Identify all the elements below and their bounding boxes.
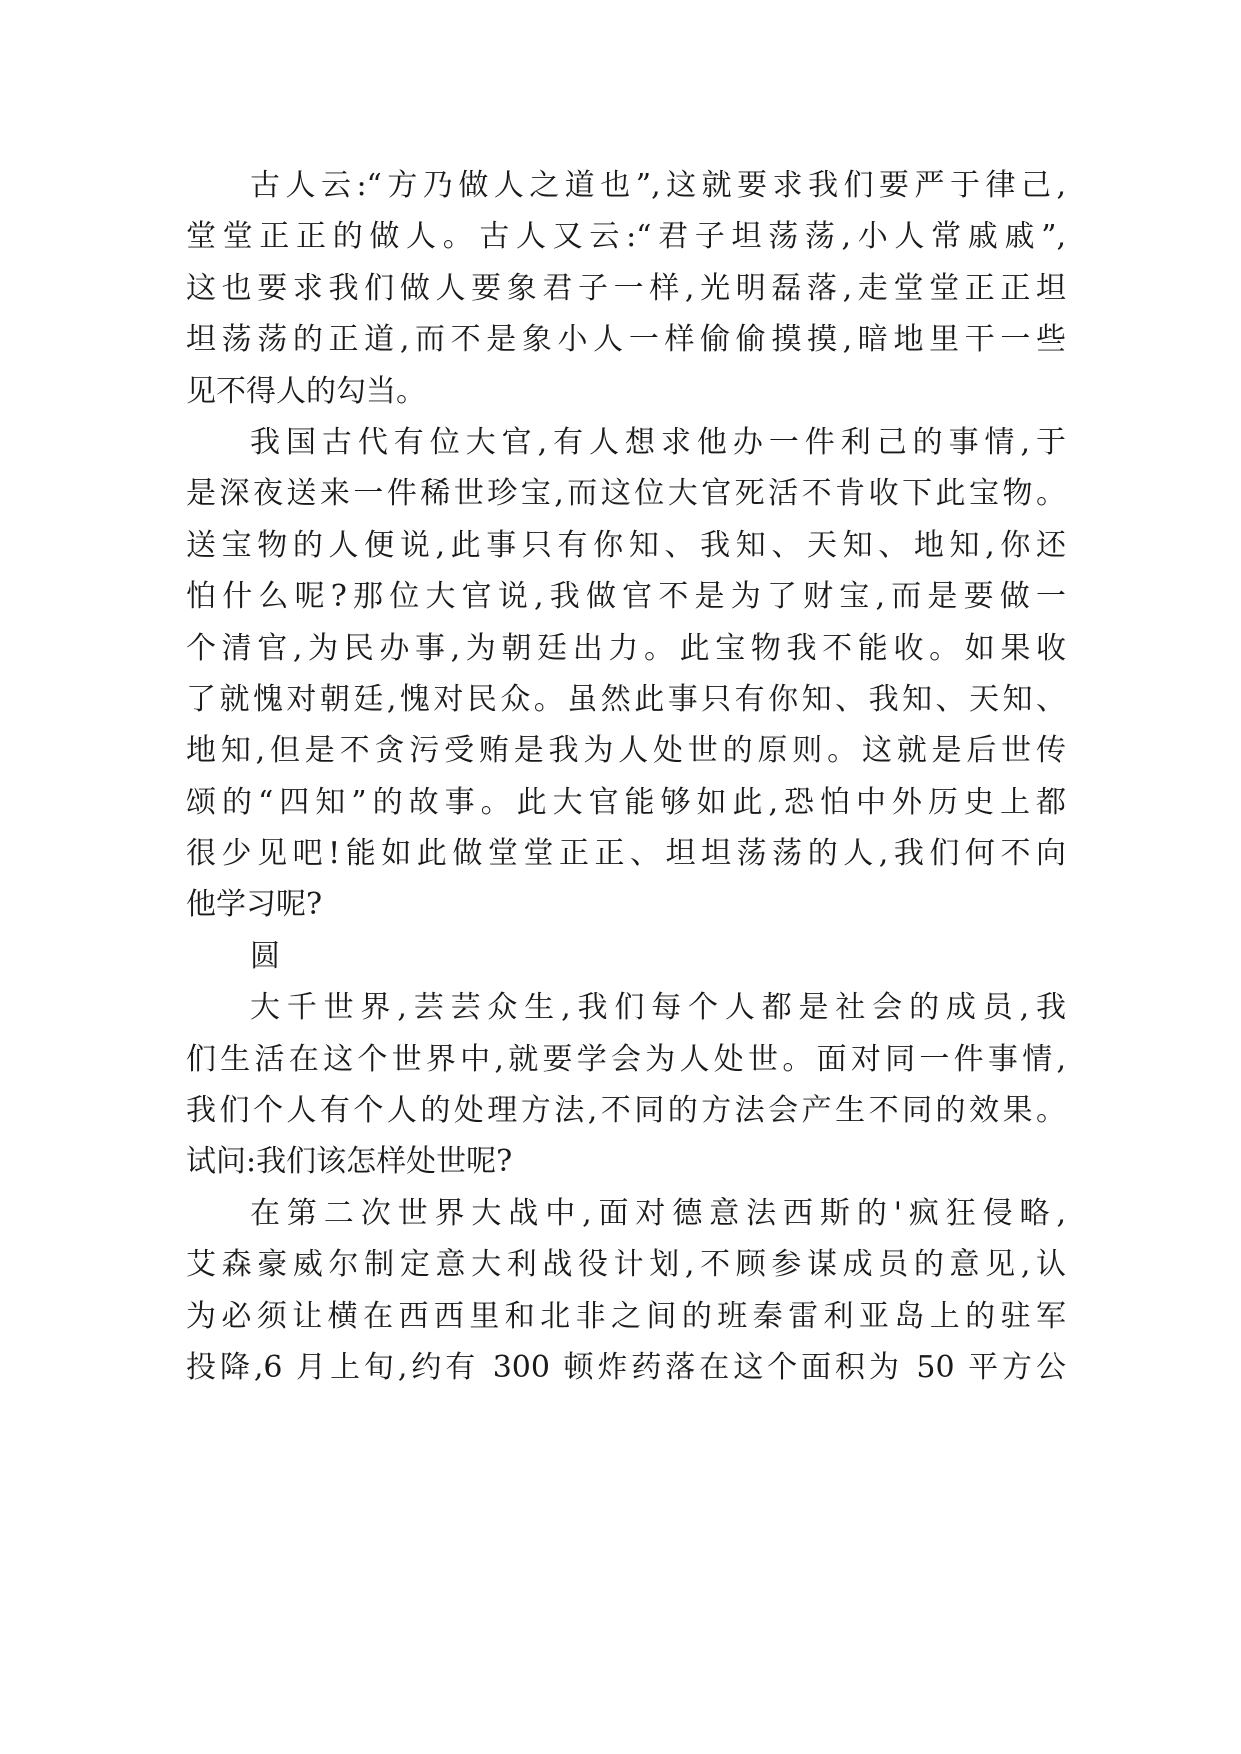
text-line: 为必须让横在西西里和北非之间的班秦雷利亚岛上的驻军: [186, 1298, 1066, 1334]
text-line: 我国古代有位大官,有人想求他办一件利己的事情,于: [250, 424, 1066, 460]
text-line: 怕什么呢?那位大官说,我做官不是为了财宝,而是要做一: [186, 579, 1066, 615]
text-line: 是深夜送来一件稀世珍宝,而这位大官死活不肯收下此宝物。: [186, 476, 1066, 512]
text-line: 艾森豪威尔制定意大利战役计划,不顾参谋成员的意见,认: [186, 1247, 1066, 1283]
text-line: 圆: [250, 938, 280, 974]
text-line: 地知,但是不贪污受贿是我为人处世的原则。这就是后世传: [186, 733, 1066, 769]
text-line: 很少见吧!能如此做堂堂正正、坦坦荡荡的人,我们何不向: [186, 836, 1066, 872]
text-line: 他学习呢?: [186, 887, 323, 923]
text-line: 试问:我们该怎样处世呢?: [186, 1144, 513, 1180]
text-line: 们生活在这个世界中,就要学会为人处世。面对同一件事情,: [186, 1041, 1066, 1077]
text-line: 在第二次世界大战中,面对德意法西斯的'疯狂侵略,: [250, 1195, 1066, 1231]
text-line: 我们个人有个人的处理方法,不同的方法会产生不同的效果。: [186, 1093, 1066, 1129]
text-line: 送宝物的人便说,此事只有你知、我知、天知、地知,你还: [186, 527, 1066, 563]
document-body: [186, 160, 1066, 1393]
text-line: 这也要求我们做人要象君子一样,光明磊落,走堂堂正正坦: [186, 270, 1066, 306]
text-line: 个清官,为民办事,为朝廷出力。此宝物我不能收。如果收: [186, 630, 1066, 666]
text-line: 见不得人的勾当。: [186, 373, 426, 409]
text-line: 了就愧对朝廷,愧对民众。虽然此事只有你知、我知、天知、: [186, 681, 1066, 717]
text-line: 堂堂正正的做人。古人又云:“君子坦荡荡,小人常戚戚”,: [186, 219, 1066, 255]
text-line: 坦荡荡的正道,而不是象小人一样偷偷摸摸,暗地里干一些: [186, 322, 1066, 358]
text-line: 颂的“四知”的故事。此大官能够如此,恐怕中外历史上都: [186, 784, 1066, 820]
text-line: 大千世界,芸芸众生,我们每个人都是社会的成员,我: [250, 990, 1066, 1026]
text-line: 投降,6 月上旬,约有 300 顿炸药落在这个面积为 50 平方公: [186, 1349, 1066, 1385]
text-line: 古人云:“方乃做人之道也”,这就要求我们要严于律己,: [250, 168, 1066, 203]
